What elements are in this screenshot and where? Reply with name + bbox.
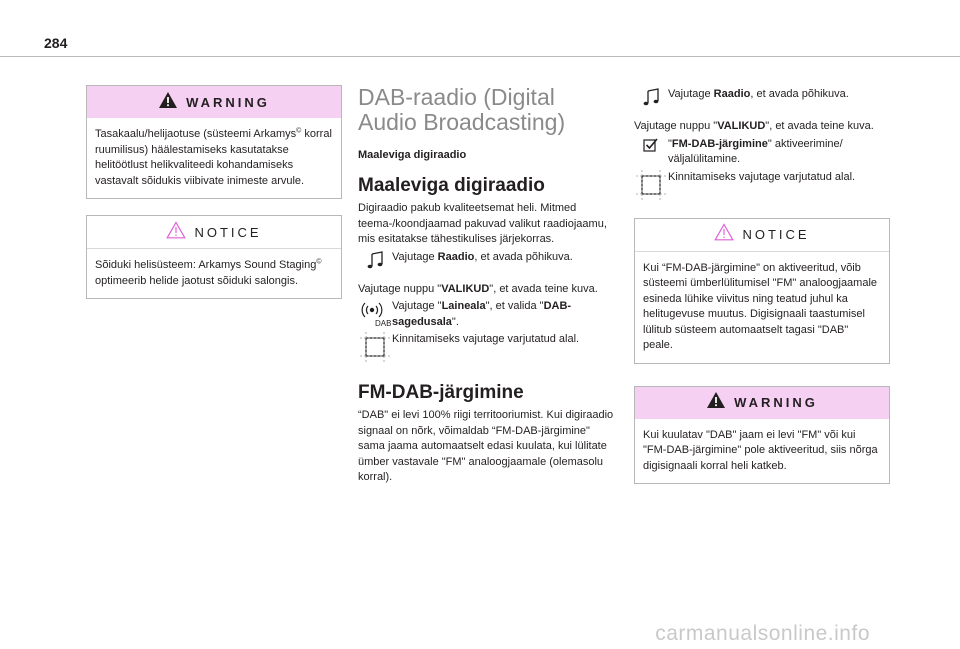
dab-icon	[358, 299, 392, 327]
step-radio-right	[634, 87, 890, 107]
step-band-text: Vajutage "Laineala", et valida "DAB-sagedusala".	[392, 300, 572, 328]
warning-body	[87, 118, 341, 198]
notice-icon	[166, 221, 186, 244]
watermark: carmanualsonline.info	[655, 622, 870, 645]
svg-text:DAB: DAB	[375, 319, 392, 328]
left-column	[86, 85, 342, 315]
shaded-area-icon	[358, 332, 392, 362]
step-confirm-text: Kinnitamiseks vajutage varjutatud alal.	[392, 333, 580, 345]
step-radio-right-text: Vajutage Raadio, et avada põhikuva.	[668, 88, 849, 100]
warning-header	[87, 86, 341, 118]
page-number: 284	[44, 35, 68, 51]
press-options-right-text: Vajutage nuppu "VALIKUD", et avada teine kuva.	[634, 120, 874, 132]
warning-icon	[158, 91, 178, 114]
warning-text-cont: korral ruumilisus) häälestamiseks kasutatakse helitöötlust helikvaliteedi kohandamiseks vastavalt sõidukis viibivate inimeste arvule.	[95, 128, 332, 187]
warning-text: Tasakaalu/helijaotuse (süsteemi Arkamys	[95, 128, 297, 140]
notice-text-cont: optimeerib helide jaotust sõiduki salongis.	[95, 274, 299, 287]
notice-title: NOTICE	[194, 224, 262, 240]
step-confirm-right-text: Kinnitamiseks vajutage varjutatud alal.	[668, 170, 856, 183]
press-options-text: Vajutage nuppu "VALIKUD", et avada teine kuva.	[358, 282, 598, 295]
step-toggle-text: "FM-DAB-järgimine" aktiveerimine/ väljalülitamine.	[668, 137, 843, 165]
step-radio	[358, 250, 614, 270]
warning-title: WARNING	[186, 94, 270, 110]
heading-fm-dab: FM-DAB-järgimine	[358, 382, 524, 403]
section-subtitle: Maaleviga digiraadio	[358, 149, 467, 161]
shaded-area-icon	[634, 170, 668, 200]
step-band	[358, 299, 614, 330]
section-title: DAB-raadio (Digital Audio Broadcasting)	[358, 84, 566, 135]
step-toggle	[634, 137, 890, 168]
warning-box-right	[634, 386, 890, 485]
heading-digital-radio: Maaleviga digiraadio	[358, 175, 545, 196]
step-radio-text: Vajutage Raadio, et avada põhikuva.	[392, 250, 573, 263]
checkbox-icon	[634, 137, 668, 153]
step-confirm-right	[634, 170, 890, 200]
notice-box-right	[634, 218, 890, 364]
notice-body	[87, 249, 341, 298]
notice-text: Sõiduki helisüsteem: Arkamys Sound Staging	[95, 259, 317, 271]
notice-body: Kui “FM-DAB-järgimine" on aktiveeritud, võib süsteemi ümberlülitumisel "FM" analoogjaamale esineda lühike viivitus ning teatud juhul ka helitugevuse muutus. Digisignaali taastumisel lülitub süsteem automaatselt tagasi "DAB" peale.	[643, 261, 878, 351]
warning-box	[86, 85, 342, 199]
warning-title: WARNING	[734, 395, 818, 410]
middle-column	[358, 85, 614, 486]
music-note-icon	[358, 250, 392, 270]
copyright-sup: ©	[296, 127, 302, 135]
warning-body: Kui kuulatav "DAB" jaam ei levi "FM" või kui "FM-DAB-järgimine" pole aktiveeritud, siis nõrga digisignaali korral heli katkeb.	[643, 428, 878, 472]
intro-text: Digiraadio pakub kvaliteetsemat heli. Mitmed teema-/koondjaamad pakuvad valikut raadiojaamu, mis esitatakse tähestikulises järjekorras.	[358, 202, 607, 245]
notice-box	[86, 215, 342, 299]
warning-icon	[706, 391, 726, 414]
header-divider	[0, 56, 960, 57]
step-confirm	[358, 332, 614, 362]
notice-title: NOTICE	[742, 227, 810, 242]
right-column	[634, 85, 890, 500]
music-note-icon	[634, 87, 668, 107]
notice-header	[87, 216, 341, 249]
notice-header	[635, 219, 889, 252]
warning-header	[635, 387, 889, 419]
copyright-sup: ©	[316, 258, 322, 266]
fm-dab-text: “DAB" ei levi 100% riigi territooriumist. Kui digiraadio signaal on nõrk, võimaldab “FM-DAB-järgimine" sama jaama automaatselt edasi kuulata, kui lülitate ümber vastavale "FM" analoogjaamale (olemasolu korral).	[358, 409, 614, 483]
notice-icon	[714, 223, 734, 246]
